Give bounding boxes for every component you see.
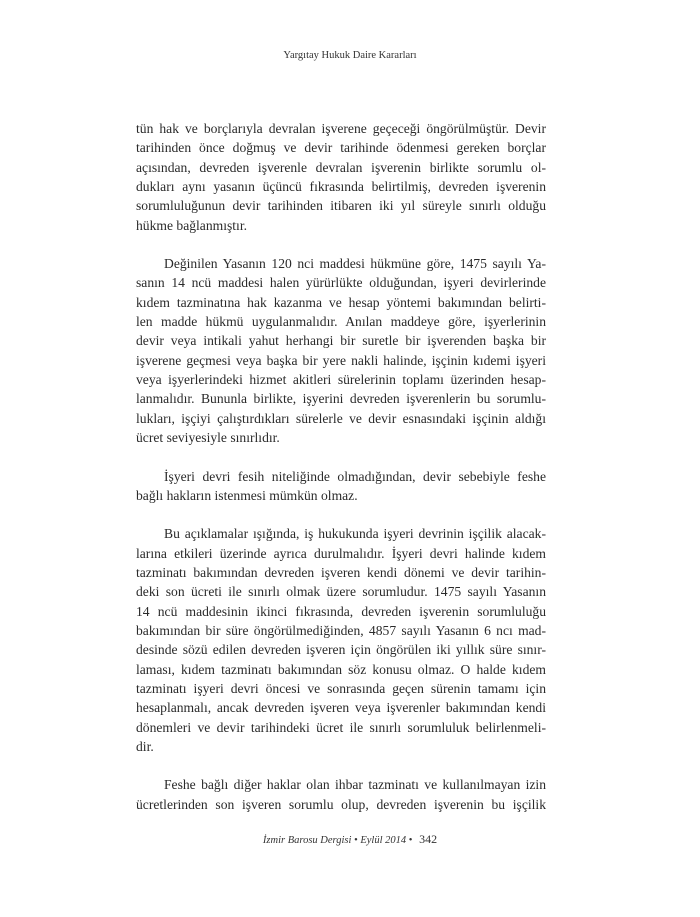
- text-line: 14 ncü maddesinin ikinci fıkrasında, devreden işverenin sorumluluğu: [136, 603, 546, 619]
- paragraph: [136, 524, 546, 756]
- text-line: ücret seviyesiyle sınırlıdır.: [136, 430, 280, 446]
- paragraph: [136, 254, 546, 447]
- page-footer: [0, 832, 700, 847]
- text-line: dönemleri ve devir tarihindeki ücret ile sınırlı sorumluluk belirlenmeli-: [136, 719, 546, 735]
- text-line: bağlı hakların istenmesi mümkün olmaz.: [136, 487, 358, 503]
- paragraph: [136, 467, 546, 506]
- text-line: ücretlerinden son işveren sorumlu olup, devreden işverenin bu işçilik: [136, 796, 546, 812]
- text-line: sorumluluğunun devir tarihinden itibaren iki yıl süreyle sınırlı olduğu: [136, 198, 546, 214]
- text-line: kıdem tazminatına hak kazanma ve hesap yöntemi bakımından belirti-: [136, 294, 546, 310]
- text-line: devir veya intikali yahut herhangi bir suretle bir işverenden başka bir: [136, 333, 546, 349]
- text-line: tazminatı bakımından devreden işveren kendi dönemi ve devir tarihin-: [136, 564, 546, 580]
- text-line: laması, kıdem tazminatı bakımından söz konusu olmaz. O halde kıdem: [136, 661, 546, 677]
- text-line: dir.: [136, 738, 154, 754]
- paragraph: [136, 775, 546, 814]
- text-line: dukları aynı yasanın üçüncü fıkrasında belirtilmiş, devreden işverenin: [136, 179, 546, 195]
- issue-date: Eylül 2014: [360, 835, 407, 846]
- page-number: 342: [419, 832, 438, 846]
- text-line: sanın 14 ncü maddesi halen yürürlükte olduğundan, işyeri devirlerinde: [136, 275, 546, 291]
- text-line: lukları, işçiyi çalıştırdıkları sürelerle ve devir esnasındaki işçinin aldığı: [136, 410, 546, 426]
- text-line: desinde sözü edilen devreden işveren için öngörülen iki yıllık süre sınır-: [136, 642, 546, 658]
- running-title: Yargıtay Hukuk Daire Kararları: [283, 50, 417, 61]
- text-line: işverene geçmesi veya başka bir yere nakli halinde, işçinin kıdemi işyeri: [136, 352, 546, 368]
- text-line: tarihinden önce doğmuş ve devir tarihinde ödenmesi gereken borçlar: [136, 140, 546, 156]
- text-line: Değinilen Yasanın 120 nci maddesi hükmüne göre, 1475 sayılı Ya-: [164, 256, 546, 272]
- text-line: Bu açıklamalar ışığında, iş hukukunda işyeri devrinin işçilik alacak-: [164, 526, 546, 542]
- footer-separator: •: [354, 835, 358, 846]
- footer-separator: •: [408, 835, 413, 846]
- text-line: veya işyerlerindeki hizmet akitleri sürelerinin toplamı üzerinden hesap-: [136, 372, 546, 388]
- text-line: açısından, devreden işverenle devralan işverenin birlikte sorumlu ol-: [136, 159, 546, 175]
- text-line: tazminatı işyeri devri öncesi ve sonrasında geçen sürenin tamamı için: [136, 680, 546, 696]
- document-body: [136, 119, 546, 833]
- text-line: len madde hükmü uygulanmalıdır. Anılan maddeye göre, işyerlerinin: [136, 314, 546, 330]
- running-header: [0, 50, 700, 61]
- text-line: hükme bağlanmıştır.: [136, 217, 247, 233]
- text-line: İşyeri devri fesih niteliğinde olmadığından, devir sebebiyle feshe: [164, 468, 546, 484]
- text-line: Feshe bağlı diğer haklar olan ihbar tazminatı ve kullanılmayan izin: [164, 777, 546, 793]
- text-line: bakımından bir süre öngörülmediğinden, 4857 sayılı Yasanın 6 ncı mad-: [136, 622, 546, 638]
- text-line: tün hak ve borçlarıyla devralan işverene geçeceği öngörülmüştür. Devir: [136, 121, 546, 136]
- text-line: lanmalıdır. Bununla birlikte, işyerini devreden işverenlerin bu sorumlu-: [136, 391, 546, 407]
- text-line: larına etkileri üzerinde ayrıca durulmalıdır. İşyeri devri halinde kıdem: [136, 545, 546, 561]
- journal-name: İzmir Barosu Dergisi: [262, 835, 352, 846]
- text-line: deki son ücreti ile sınırlı olmak üzere sorumludur. 1475 sayılı Yasanın: [136, 584, 546, 600]
- text-line: hesaplanmalı, ancak devreden işveren veya işverenler bakımından kendi: [136, 700, 546, 716]
- paragraph: [136, 119, 546, 235]
